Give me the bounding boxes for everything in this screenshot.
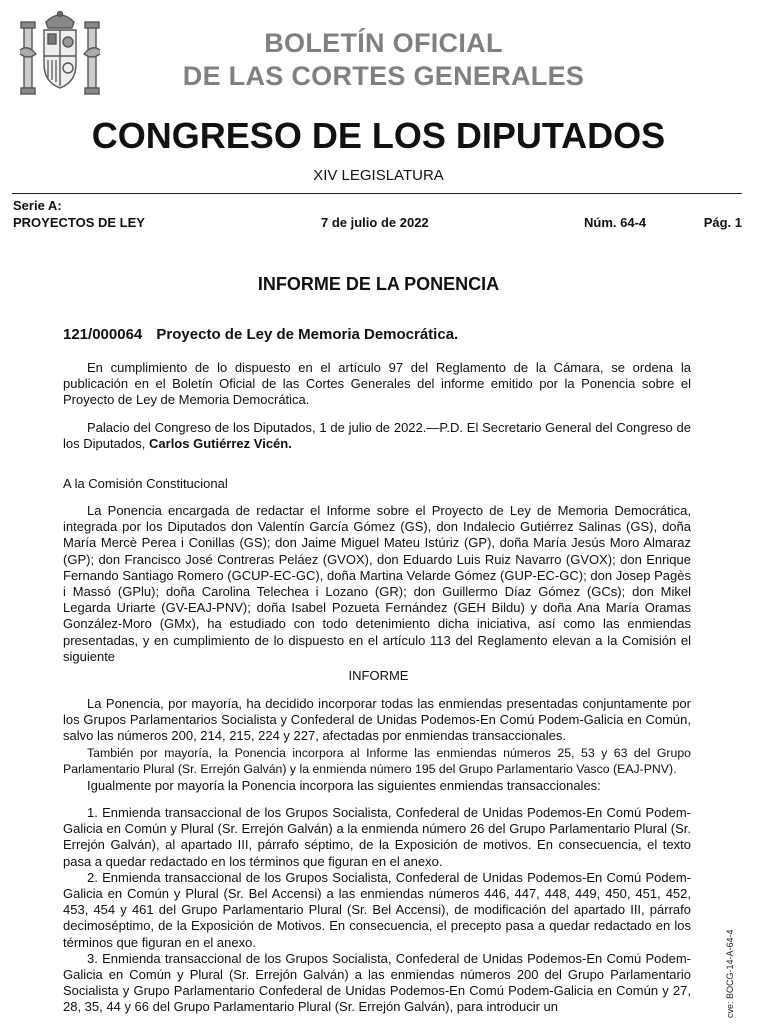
list-item: 1. Enmienda transaccional de los Grupos Socialista, Confederal de Unidas Podemos-En Comú Podem-Galicia en Común y Plural (Sr. Errejón Galván) a la enmienda número 26 del Grupo Parlamentario Plural (Sr. Errejón Galván), al apartado III, párrafo séptimo, de la Exposición de motivos. En consecuencia, el texto pasa a quedar redactado en los términos que figuran en el anexo. bbox=[63, 805, 691, 869]
paragraph-ponencia bbox=[63, 503, 691, 665]
meta-row bbox=[13, 215, 742, 231]
paragraph-signature bbox=[63, 420, 691, 452]
amendment-list bbox=[63, 805, 691, 1016]
page-number: Pág. 1 bbox=[703, 215, 742, 230]
paragraph-majority bbox=[63, 696, 691, 745]
signature-text: Palacio del Congreso de los Diputados, 1 de julio de 2022.—P.D. El Secretario General del Congreso de los Diputados, bbox=[63, 420, 691, 452]
addressee-text: A la Comisión Constitucional bbox=[63, 476, 228, 491]
paragraph-also bbox=[63, 745, 691, 777]
paragraph-text: En cumplimiento de lo dispuesto en el artículo 97 del Reglamento de la Cámara, se ordena la publicación en el Boletín Oficial de las Cortes Generales del informe emitido por la Ponencia sobre el Proyecto de Ley de Memoria Democrática. bbox=[63, 360, 691, 408]
chamber-title: CONGRESO DE LOS DIPUTADOS bbox=[91, 115, 666, 156]
list-item: 3. Enmienda transaccional de los Grupos Socialista, Confederal de Unidas Podemos-En Comú Podem-Galicia en Común y Plural (Sr. Errejón Galván) a las enmiendas números 200 del Grupo Parlamentario Socialista y Grupo Parlamentario Confederal de Unidas Podemos-En Comú Podem-Galicia en Común y 27, 28, 35, 44 y 66 del Grupo Parlamentario Plural (Sr. Errejón Galván), para introducir un bbox=[63, 950, 691, 1015]
bulletin-title-line2: DE LAS CORTES GENERALES bbox=[182, 61, 585, 91]
serie-label: Serie A: bbox=[13, 198, 62, 213]
paragraph-text: La Ponencia encargada de redactar el Informe sobre el Proyecto de Ley de Memoria Democrática, integrada por los Diputados don Valentín García Gómez (GS), don Indalecio Gutiérrez Salinas (GS), doña María Mercè Perea i Conillas (GS); don Jaime Miguel Mateu Istúriz (GP), doña María Jesús Moro Almaraz (GP); don Francisco José Contreras Peláez (GVOX), don Eduardo Luis Ruiz Navarro (GVOX); don Enrique Fernando Santiago Romero (GCUP-EC-GC), doña Martina Velarde Gómez (GUP-EC-GC); don Josep Pagès i Massó (GPlu); doña Carolina Telechea i Lozano (GR); don Guillermo Díaz Gómez (GCs); don Mikel Legarda Uriarte (GV-EAJ-PNV); doña Isabel Pozueta Fernández (GEH Bildu) y doña Ana María Oramas González-Moro (GMx), ha estudiado con todo detenimiento dicha iniciativa, así como las enmiendas presentadas, y en cumplimiento de lo dispuesto en el artículo 113 del Reglamento elevan a la Comisión el siguiente bbox=[63, 503, 691, 664]
addressee bbox=[63, 476, 691, 492]
bill-number: 121/000064 bbox=[63, 326, 143, 343]
publication-date: 7 de julio de 2022 bbox=[321, 215, 429, 230]
cve-code: cve: BOCG-14-A-64-4 bbox=[725, 929, 735, 1018]
paragraph-text: Igualmente por mayoría la Ponencia incorpora las siguientes enmiendas transaccionales: bbox=[87, 778, 601, 793]
legislature: XIV LEGISLATURA bbox=[313, 167, 444, 184]
header-divider bbox=[12, 193, 742, 194]
informe-heading: INFORME bbox=[348, 668, 409, 683]
bulletin-title-line1: BOLETÍN OFICIAL bbox=[264, 28, 503, 58]
category: PROYECTOS DE LEY bbox=[13, 215, 145, 230]
bill-title: Proyecto de Ley de Memoria Democrática. bbox=[156, 326, 459, 343]
bill-heading bbox=[63, 326, 458, 343]
paragraph-likewise bbox=[63, 778, 691, 794]
list-item: 2. Enmienda transaccional de los Grupos Socialista, Confederal de Unidas Podemos-En Comú Podem-Galicia en Común y Plural (Sr. Bel Accensi) a las enmiendas números 446, 447, 448, 449, 450, 451, 452, 453, 454 y 461 del Grupo Parlamentario Plural (Sr. Bel Accensi), de modificación del apartado III, párrafo decimoséptimo, de la Exposición de Motivos. En consecuencia, el precepto pasa a quedar redactado en los términos que figuran en el anexo. bbox=[63, 869, 691, 950]
paragraph-text bbox=[63, 420, 691, 452]
paragraph-text: También por mayoría, la Ponencia incorpora al Informe las enmiendas números 25, 53 y 63 del Grupo Parlamentario Plural (Sr. Errejón Galván) y la enmienda número 195 del Grupo Parlamentario Vasco (EAJ-PNV). bbox=[63, 746, 691, 777]
paragraph-text: La Ponencia, por mayoría, ha decidido incorporar todas las enmiendas presentadas conjuntamente por los Grupos Parlamentarios Socialista y Confederal de Unidas Podemos-En Comú Podem-Galicia en Común, salvo las números 200, 214, 215, 224 y 227, afectadas por enmiendas transaccionales. bbox=[63, 696, 691, 744]
signatory: Carlos Gutiérrez Vicén. bbox=[149, 436, 292, 452]
paragraph-publication bbox=[63, 360, 691, 409]
issue-number: Núm. 64-4 bbox=[584, 215, 647, 230]
report-title: INFORME DE LA PONENCIA bbox=[257, 274, 500, 294]
